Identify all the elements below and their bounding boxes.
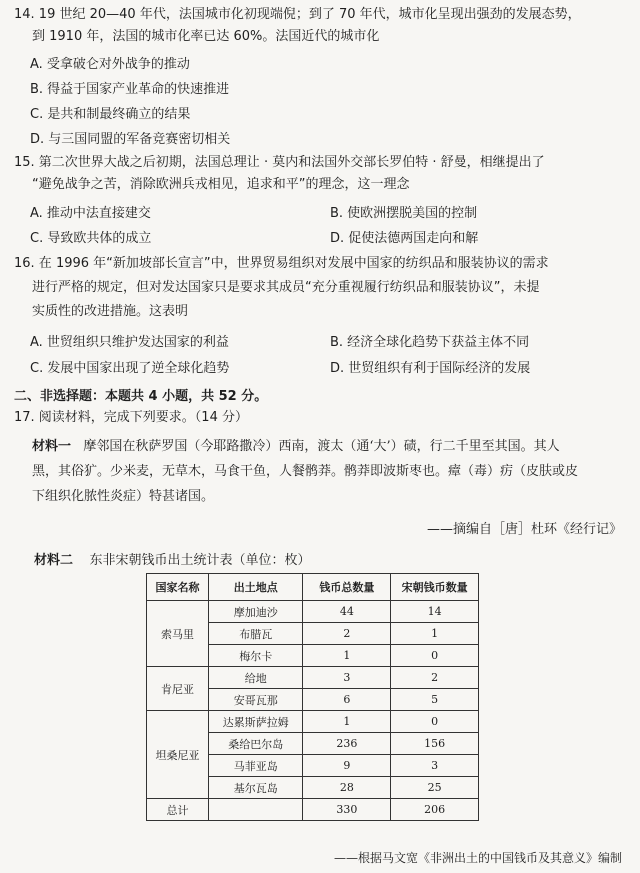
table-header-cell: 国家名称 <box>147 574 209 601</box>
total-coins-cell: 44 <box>303 601 391 623</box>
song-coins-cell: 1 <box>391 623 479 645</box>
question-stem-line: 实质性的改进措施。这表明 <box>32 304 189 319</box>
site-cell: 达累斯萨拉姆 <box>209 711 303 733</box>
question-stem-line: 进行严格的规定，但对发达国家只是要求其成员“充分重视履行纺织品和服装协议”，未提 <box>32 280 540 295</box>
song-coins-cell: 25 <box>391 777 479 799</box>
site-cell: 给地 <box>209 667 303 689</box>
question-14-option-a: A. 受拿破仑对外战争的推动 <box>30 57 190 72</box>
site-cell: 基尔瓦岛 <box>209 777 303 799</box>
table-row <box>147 601 479 623</box>
question-stem-line: 14. 19 世纪 20—40 年代，法国城市化初现端倪；到了 70 年代，城市化呈现出强劲的发展态势， <box>14 7 581 22</box>
material-1-source: ——摘编自［唐］杜环《经行记》 <box>426 522 622 537</box>
table-header-cell: 出土地点 <box>209 574 303 601</box>
question-15-option-b: B. 使欧洲摆脱美国的控制 <box>330 206 478 221</box>
country-cell: 索马里 <box>147 601 209 667</box>
song-coins-cell: 0 <box>391 645 479 667</box>
question-17-stem: 17. 阅读材料，完成下列要求。（14 分） <box>14 410 248 425</box>
question-16-stem <box>14 252 626 324</box>
table-total-row <box>147 799 479 821</box>
total-coins-cell: 1 <box>303 711 391 733</box>
question-15-option-d: D. 促使法德两国走向和解 <box>330 231 479 246</box>
song-coins-cell: 3 <box>391 755 479 777</box>
site-cell: 摩加迪沙 <box>209 601 303 623</box>
site-cell: 安哥瓦那 <box>209 689 303 711</box>
table-row <box>147 667 479 689</box>
question-stem-line: “避免战争之苦，消除欧洲兵戎相见，追求和平”的理念，这一理念 <box>32 177 410 192</box>
empty-cell <box>209 799 303 821</box>
question-14-option-d: D. 与三国同盟的军备竞赛密切相关 <box>30 132 231 147</box>
question-16-option-c: C. 发展中国家出现了逆全球化趋势 <box>30 361 230 376</box>
section-heading: 二、非选择题：本题共 4 小题，共 52 分。 <box>14 389 268 404</box>
question-14-stem <box>14 4 626 48</box>
question-14-option-b: B. 得益于国家产业革命的快速推进 <box>30 82 230 97</box>
question-stem-line: 15. 第二次世界大战之后初期，法国总理让 · 莫内和法国外交部长罗伯特 · 舒曼，相继提出了 <box>14 155 545 170</box>
total-label-cell: 总计 <box>147 799 209 821</box>
question-16-option-a: A. 世贸组织只维护发达国家的利益 <box>30 335 229 350</box>
material-1-text-line: 黑，其俗犷。少米麦，无草木，马食干鱼，人餐鹘莽。鹘莽即波斯枣也。瘴（毒）疠（皮肤或皮 <box>32 464 579 479</box>
site-cell: 布腊瓦 <box>209 623 303 645</box>
total-coins-cell: 6 <box>303 689 391 711</box>
country-cell: 坦桑尼亚 <box>147 711 209 799</box>
table-row <box>147 711 479 733</box>
question-stem-line: 16. 在 1996 年“新加坡部长宣言”中，世界贸易组织对发展中国家的纺织品和服装协议的需求 <box>14 256 549 271</box>
table-header-row <box>147 574 479 601</box>
question-15-stem <box>14 152 626 196</box>
song-coins-cell: 14 <box>391 601 479 623</box>
total-coins-cell: 330 <box>303 799 391 821</box>
material-2-source: ——根据马文宽《非洲出土的中国钱币及其意义》编制 <box>333 851 622 865</box>
coin-statistics-table <box>146 573 479 821</box>
site-cell: 梅尔卡 <box>209 645 303 667</box>
table-header-cell: 宋朝钱币数量 <box>391 574 479 601</box>
material-1-label: 材料一 <box>32 439 72 454</box>
material-2-heading <box>34 549 311 568</box>
total-coins-cell: 9 <box>303 755 391 777</box>
material-1-text-line: 摩邻国在秋萨罗国（今耶路撒冷）西南，渡太（通‘大’）碛，行二千里至其国。其人 <box>83 439 560 454</box>
material-1-text-line: 下组织化脓性炎症）特甚诸国。 <box>32 489 215 504</box>
country-cell: 肯尼亚 <box>147 667 209 711</box>
question-16-option-d: D. 世贸组织有利于国际经济的发展 <box>330 361 531 376</box>
total-coins-cell: 3 <box>303 667 391 689</box>
material-1 <box>32 434 622 509</box>
song-coins-cell: 5 <box>391 689 479 711</box>
song-coins-cell: 206 <box>391 799 479 821</box>
song-coins-cell: 156 <box>391 733 479 755</box>
table-header-cell: 钱币总数量 <box>303 574 391 601</box>
material-2-label: 材料二 <box>34 553 74 568</box>
question-15-option-a: A. 推动中法直接建交 <box>30 206 151 221</box>
total-coins-cell: 236 <box>303 733 391 755</box>
question-16-option-b: B. 经济全球化趋势下获益主体不同 <box>330 335 530 350</box>
song-coins-cell: 2 <box>391 667 479 689</box>
site-cell: 桑给巴尔岛 <box>209 733 303 755</box>
song-coins-cell: 0 <box>391 711 479 733</box>
total-coins-cell: 28 <box>303 777 391 799</box>
question-15-option-c: C. 导致欧共体的成立 <box>30 231 152 246</box>
site-cell: 马菲亚岛 <box>209 755 303 777</box>
question-14-option-c: C. 是共和制最终确立的结果 <box>30 107 191 122</box>
question-stem-line: 到 1910 年，法国的城市化率已达 60%。法国近代的城市化 <box>32 29 380 44</box>
table-title: 东非宋朝钱币出土统计表（单位：枚） <box>89 553 311 568</box>
total-coins-cell: 2 <box>303 623 391 645</box>
total-coins-cell: 1 <box>303 645 391 667</box>
